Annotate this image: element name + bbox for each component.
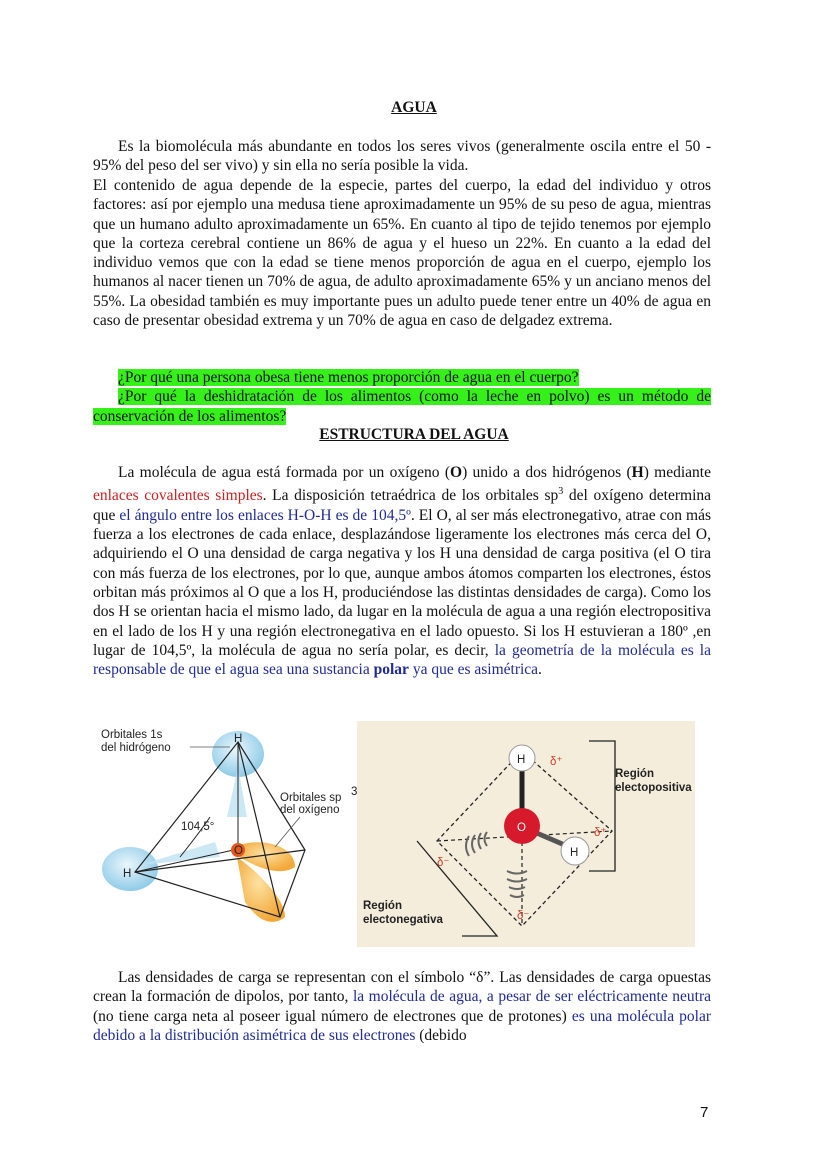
intro-text: Es la biomolécula más abundante en todos los seres vivos (generalmente oscila entre el 50 - 95% del peso del ser vivo) y sin ella no sería posible la vida. [93,138,711,175]
svg-text:3: 3 [351,786,358,798]
question-1: ¿Por qué una persona obesa tiene menos proporción de agua en el cuerpo? [118,369,579,386]
page-title: AGUA [391,99,437,116]
svg-text:del oxígeno: del oxígeno [280,804,340,816]
svg-text:Región: Región [363,900,402,912]
dipole-paragraph: Las densidades de carga se representan con el símbolo “δ”. Las densidades de carga opuestas crean la formación de dipolos, por tanto, la molécula de agua, a pesar de ser eléctricamente neutra (no tiene carga neta al poseer igual número de electrones que de protones) es una molécula polar debido a la distribución asimétrica de sus electrones (debido [93,969,711,1044]
svg-text:H: H [123,868,132,880]
svg-text:104,5°: 104,5° [181,821,215,833]
covalent-bond-text: enlaces covalentes simples [93,487,263,505]
intro-paragraph [93,137,711,176]
svg-text:Orbitales 1s: Orbitales 1s [101,729,163,741]
svg-text:H: H [517,754,526,766]
svg-text:Orbitales sp: Orbitales sp [280,792,342,804]
svg-text:Región: Región [615,768,654,780]
question-2: ¿Por qué la deshidratación de los alimentos (como la leche en polvo) es un método de conservación de los alimentos? [93,388,711,425]
svg-text:H: H [234,733,243,745]
polarity-diagram [357,721,695,947]
figures-row [95,717,695,947]
svg-text:δ⁺: δ⁺ [594,827,607,839]
svg-text:O: O [234,845,243,857]
questions-block [93,368,711,426]
angle-text: el ángulo entre los enlaces H-O-H es de 104,5º [119,506,411,524]
svg-text:δ⁻: δ⁻ [517,910,530,922]
svg-text:electonegativa: electonegativa [363,914,443,926]
svg-text:δ⁺: δ⁺ [550,756,563,768]
page-number: 7 [700,1104,709,1121]
svg-text:δ⁻: δ⁻ [437,857,450,869]
svg-text:O: O [517,822,526,834]
content-paragraph [93,176,711,330]
svg-text:del hidrógeno: del hidrógeno [101,742,171,754]
structure-paragraph: La molécula de agua está formada por un oxígeno (O) unido a dos hidrógenos (H) mediante enlaces covalentes simples. La disposición tetraédrica de los orbitales $sp^3$ del oxígeno determina que el ángulo entre los enlaces H-O-H es de 104,5º. El O, al ser más electronegativo, atrae con más fuerza a los electrones de cada enlace, desplazándose ligeramente los electrones más cerca del O, adquiriendo el O una densidad de carga negativa y los H una densidad de carga positiva (el O tira con más fuerza de los electrones, por lo que, aunque ambos átomos comparten los electrones, éstos orbitan más próximos al O que a los H, produciéndose las distintas densidades de carga). Como los dos H se orientan hacia el mismo lado, da lugar en la molécula de agua a una región electropositiva en el lado de los H y una región electronegativa en el lado opuesto. Si los H estuvieran a 180º ,en lugar de 104,5º, la molécula de agua no sería polar, es decir, la geometría de la molécula es la responsable de que el agua sea una sustancia polar ya que es asimétrica. [93,464,712,679]
content-text: El contenido de agua depende de la especie, partes del cuerpo, la edad del individuo y otros factores: así por ejemplo una medusa tiene aproximadamente un 95% de su peso de agua, mientras que un humano adulto aproximadamente un 65%. En cuanto al tipo de tejido tenemos por ejemplo que la corteza cerebral contiene un 86% de agua y el hueso un 22%. En cuanto a la edad del individuo vemos que con la edad se tiene menos proporción de agua en el cuerpo, ejemplo los humanos al nacer tienen un 70% de agua, de adulto aproximadamente 65% y un anciano menos del 55%. La obesidad también es muy importante pues un adulto puede tener entre un 40% de agua en caso de presentar obesidad extrema y un 70% de agua en caso de delgadez extrema. [93,177,711,330]
orbital-diagram [95,717,358,947]
svg-text:electopositiva: electopositiva [615,782,692,794]
section-title: ESTRUCTURA DEL AGUA [319,426,509,443]
svg-text:H: H [570,847,579,859]
